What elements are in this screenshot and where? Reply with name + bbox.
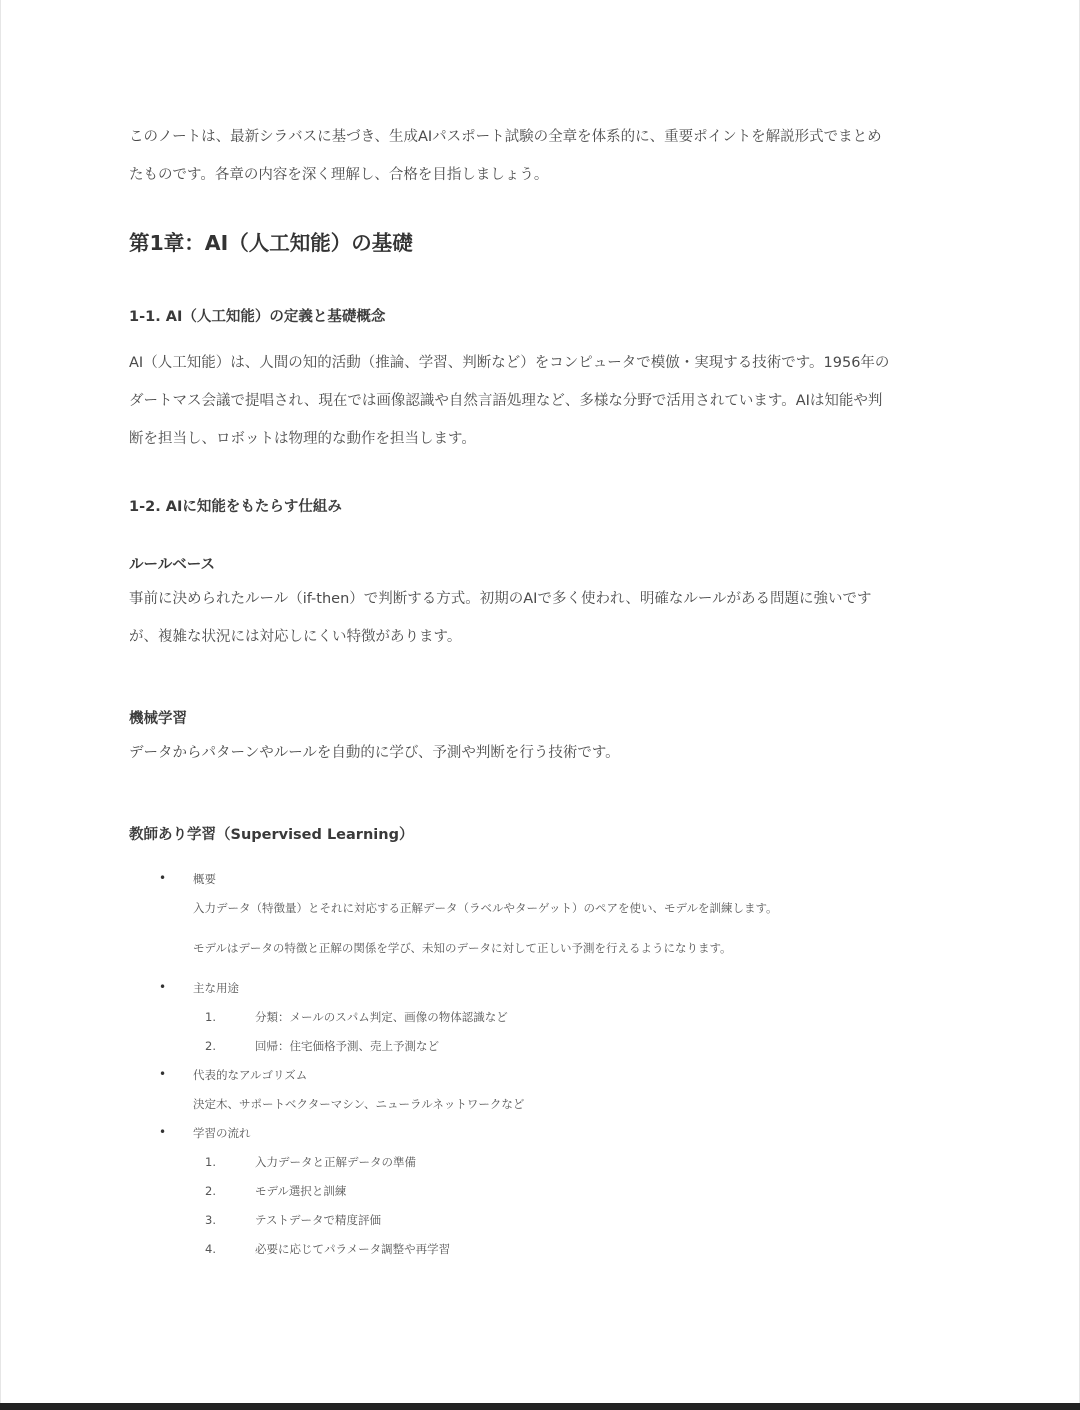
bottom-edge-bar: [0, 1403, 1080, 1410]
flow-item: [129, 1211, 969, 1229]
document-content: [129, 118, 969, 1258]
supervised-learning-title: 教師あり学習（Supervised Learning）: [129, 827, 414, 843]
intro-paragraph: [129, 118, 969, 194]
section-1-1-paragraph: [129, 344, 969, 458]
intro-line-1: このノートは、最新シラバスに基づき、生成AIパスポート試験の全章を体系的に、重要ポイントを解説形式でまとめ: [129, 129, 882, 145]
uses-label: 主な用途: [193, 981, 239, 995]
bullet-uses: [129, 979, 969, 1055]
bullet-algorithms: [129, 1066, 969, 1113]
rule-based-line-2: が、複雑な状況には対応しにくい特徴があります。: [129, 629, 462, 645]
machine-learning-line-1: データからパターンやルールを自動的に学び、予測や判断を行う技術です。: [129, 745, 620, 761]
rule-based-title: ルールベース: [129, 557, 215, 573]
bullet-dot: •: [159, 980, 167, 994]
bullet-flow: [129, 1124, 969, 1258]
bullet-overview: [129, 870, 969, 957]
section-1-2-title: 1-2. AIに知能をもたらす仕組み: [129, 499, 342, 515]
flow-item: [129, 1240, 969, 1258]
bullet-dot: •: [159, 1067, 167, 1081]
supervised-bullet-list: [129, 870, 969, 1258]
section-1-1-line-3: 断を担当し、ロボットは物理的な動作を担当します。: [129, 431, 476, 447]
chapter-title: 第1章：AI（人工知能）の基礎: [129, 231, 413, 255]
flow-item-number: 2.: [205, 1184, 216, 1198]
uses-item-text: 回帰：住宅価格予測、売上予測など: [255, 1039, 439, 1053]
flow-item-number: 3.: [205, 1213, 216, 1227]
uses-item-number: 1.: [205, 1010, 216, 1024]
flow-item-text: テストデータで精度評価: [255, 1213, 382, 1227]
uses-item-text: 分類：メールのスパム判定、画像の物体認識など: [255, 1010, 508, 1024]
machine-learning-paragraph: [129, 734, 969, 772]
flow-list: [129, 1153, 969, 1258]
flow-item: [129, 1182, 969, 1200]
section-1-1-title: 1-1. AI（人工知能）の定義と基礎概念: [129, 309, 386, 325]
uses-item: [129, 1008, 969, 1026]
flow-item-number: 1.: [205, 1155, 216, 1169]
flow-label: 学習の流れ: [193, 1126, 251, 1140]
rule-based-line-1: 事前に決められたルール（if-then）で判断する方式。初期のAIで多く使われ、明確なルールがある問題に強いです: [129, 591, 872, 607]
uses-item: [129, 1037, 969, 1055]
flow-item-text: モデル選択と訓練: [255, 1184, 347, 1198]
section-1-1-line-1: AI（人工知能）は、人間の知的活動（推論、学習、判断など）をコンピュータで模倣・実現する技術です。1956年の: [129, 355, 890, 371]
algorithms-label: 代表的なアルゴリズム: [193, 1068, 308, 1082]
overview-text-1: 入力データ（特徴量）とそれに対応する正解データ（ラベルやターゲット）のペアを使い、モデルを訓練します。: [193, 901, 778, 915]
machine-learning-title: 機械学習: [129, 711, 187, 727]
bullet-dot: •: [159, 871, 167, 885]
rule-based-paragraph: [129, 580, 969, 656]
algorithms-text: 決定木、サポートベクターマシン、ニューラルネットワークなど: [193, 1097, 525, 1111]
bullet-dot: •: [159, 1125, 167, 1139]
flow-item: [129, 1153, 969, 1171]
overview-label: 概要: [193, 872, 216, 886]
uses-item-number: 2.: [205, 1039, 216, 1053]
intro-line-2: たものです。各章の内容を深く理解し、合格を目指しましょう。: [129, 167, 549, 183]
flow-item-text: 必要に応じてパラメータ調整や再学習: [255, 1242, 451, 1256]
flow-item-text: 入力データと正解データの準備: [255, 1155, 416, 1169]
uses-list: [129, 1008, 969, 1055]
overview-text-2: モデルはデータの特徴と正解の関係を学び、未知のデータに対して正しい予測を行えるようになります。: [193, 941, 732, 955]
section-1-1-line-2: ダートマス会議で提唱され、現在では画像認識や自然言語処理など、多様な分野で活用されています。AIは知能や判: [129, 393, 883, 409]
flow-item-number: 4.: [205, 1242, 216, 1256]
